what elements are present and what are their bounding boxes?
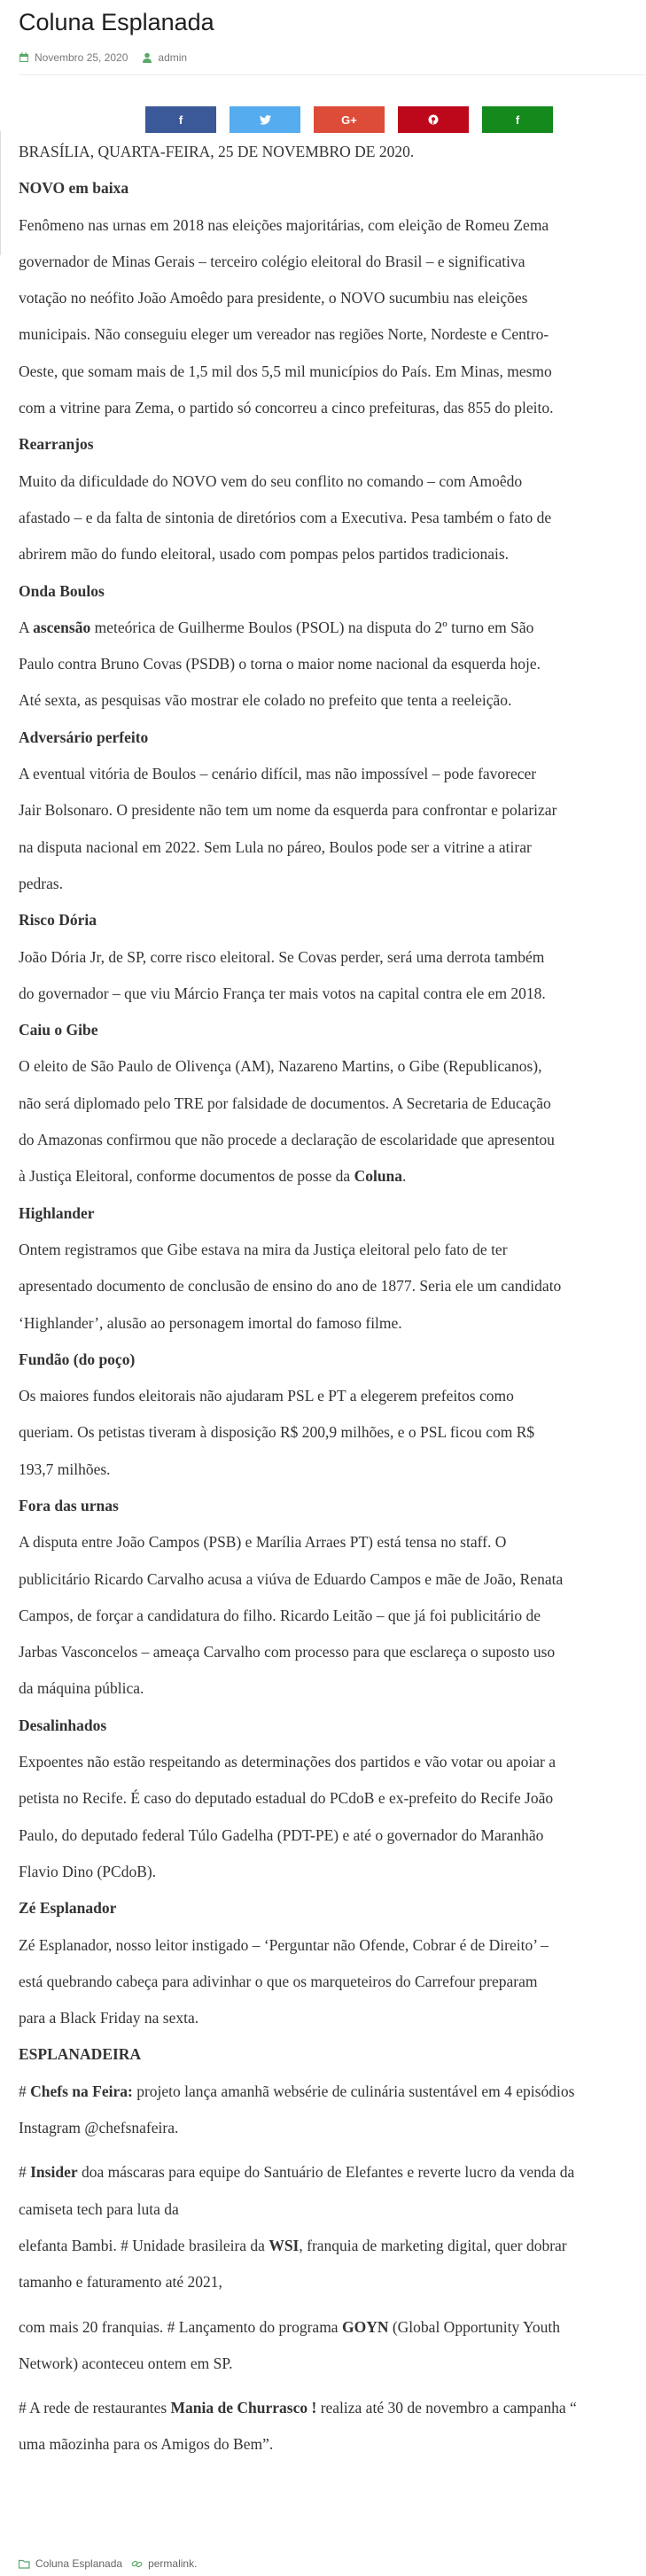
post-meta [19, 51, 187, 64]
text-line: petista no Recife. É caso do deputado estadual do PCdoB e ex-prefeito do Recife João [19, 1789, 554, 1808]
text-span: doa máscaras para equipe do Santuário de Elefantes e reverte lucro da venda da [77, 2163, 575, 2182]
text-span: (Global Opportunity Youth [388, 2317, 560, 2336]
text-line: governador de Minas Gerais – terceiro colégio eleitoral do Brasil – e significativa [19, 252, 525, 270]
text-line: publicitário Ricardo Carvalho acusa a viúva de Eduardo Campos e mãe de João, Renata [19, 1569, 564, 1588]
text-span: com mais 20 franquias. # Lançamento do programa [19, 2317, 342, 2336]
permalink-label: permalink. [148, 2557, 198, 2570]
text-line: da máquina pública. [19, 1679, 144, 1698]
pinterest-icon [428, 114, 439, 125]
text-line: Flavio Dino (PCdoB). [19, 1862, 157, 1880]
text-span: projeto lança amanhã websérie de culinária sustentável em 4 episódios [132, 2082, 575, 2100]
bold-text: WSI [269, 2236, 300, 2254]
text-line: camiseta tech para luta da [19, 2199, 179, 2218]
text-line: Muito da dificuldade do NOVO vem do seu conflito no comando – com Amoêdo [19, 471, 523, 490]
text-line: Instagram @chefsnafeira. [19, 2119, 179, 2137]
bold-text: Mania de Churrasco ! [170, 2399, 317, 2417]
section-heading: Adversário perfeito [19, 728, 149, 746]
bold-text: Insider [30, 2163, 78, 2182]
text-line: Oeste, que somam mais de 1,5 mil dos 5,5 mil municípios do País. Em Minas, mesmo [19, 362, 552, 380]
text-line: Os maiores fundos eleitorais não ajudaram PSL e PT a elegerem prefeitos como [19, 1387, 514, 1405]
bold-text: Coluna [354, 1167, 403, 1186]
text-span: # [19, 2163, 31, 2182]
post-date: Novembro 25, 2020 [35, 51, 128, 64]
text-line: votação no neófito João Amoêdo para presidente, o NOVO sucumbiu nas eleições [19, 289, 528, 307]
text-line: uma mãozinha para os Amigos do Bem”. [19, 2435, 274, 2454]
section-heading: Onda Boulos [19, 581, 105, 600]
text-line: na disputa nacional em 2022. Sem Lula no páreo, Boulos pode ser a vitrine a atirar [19, 837, 532, 856]
section-heading: Zé Esplanador [19, 1899, 117, 1918]
dateline: BRASÍLIA, QUARTA-FEIRA, 25 DE NOVEMBRO DE 2020. [19, 143, 415, 160]
text-line: queriam. Os petistas tiveram à disposição R$ 200,9 milhões, e o PSL ficou com R$ [19, 1423, 535, 1442]
text-line: municipais. Não conseguiu eleger um vereador nas regiões Norte, Nordeste e Centro- [19, 325, 549, 344]
folder-icon [19, 2559, 30, 2569]
section-heading: Desalinhados [19, 1716, 107, 1734]
section-heading: Highlander [19, 1203, 95, 1222]
text-line: Jarbas Vasconcelos – ameaça Carvalho com processo para que esclareça o suposto uso [19, 1643, 556, 1662]
text-span: # [19, 2082, 31, 2100]
text-line: Campos, de forçar a candidatura do filho. Ricardo Leitão – que já foi publicitário de [19, 1606, 541, 1624]
text-line: está quebrando cabeça para adivinhar o que os marqueteiros do Carrefour preparam [19, 1972, 538, 1990]
text-line [19, 2309, 646, 2346]
left-border [0, 131, 1, 255]
text-span: realiza até 30 de novembro a campanha “ [316, 2399, 577, 2417]
text-line: Jair Bolsonaro. O presidente não tem um nome da esquerda para confrontar e polarizar [19, 801, 557, 820]
share-google-button[interactable] [314, 106, 385, 133]
text-span: à Justiça Eleitoral, conforme documentos de posse da [19, 1167, 354, 1186]
bold-text: Chefs na Feira: [30, 2082, 133, 2100]
text-line: afastado – e da falta de sintonia de diretórios com a Executiva. Pesa também o fato de [19, 508, 552, 526]
post-date-link[interactable] [19, 51, 128, 64]
article-body [19, 134, 646, 2463]
text-span: A [19, 618, 34, 636]
text-line: com a vitrine para Zema, o partido só concorreu a cinco prefeituras, das 855 do pleito. [19, 399, 554, 417]
category-link[interactable] [19, 2557, 122, 2570]
section-heading: NOVO em baixa [19, 179, 129, 198]
text-line: 193,7 milhões. [19, 1459, 111, 1478]
facebook-icon: f [178, 113, 183, 127]
bold-text: GOYN [341, 2317, 389, 2336]
text-line: não será diplomado pelo TRE por falsidade de documentos. A Secretaria de Educação [19, 1093, 551, 1112]
text-line: do Amazonas confirmou que não procede a declaração de escolaridade que apresentou [19, 1131, 555, 1149]
text-line: Até sexta, as pesquisas vão mostrar ele colado no prefeito que tenta a reeleição. [19, 691, 512, 710]
text-line: abrirem mão do fundo eleitoral, usado com pompas pelos partidos tradicionais. [19, 545, 510, 564]
text-line: ‘Highlander’, alusão ao personagem imortal do famoso filme. [19, 1313, 402, 1332]
text-line [19, 2390, 646, 2426]
text-line [19, 2074, 646, 2110]
text-line: para a Black Friday na sexta. [19, 2009, 199, 2027]
share-more-button[interactable] [482, 106, 553, 133]
text-line: Paulo contra Bruno Covas (PSDB) o torna o maior nome nacional da esquerda hoje. [19, 655, 541, 673]
section-heading: Fundão (do poço) [19, 1350, 136, 1368]
text-span: . [402, 1167, 407, 1186]
text-line: Zé Esplanador, nosso leitor instigado – ‘Perguntar não Ofende, Cobrar é de Direito’ – [19, 1935, 549, 1954]
text-line [19, 2228, 646, 2264]
section-heading: ESPLANADEIRA [19, 2045, 142, 2064]
text-line: Paulo, do deputado federal Túlo Gadelha (PDT-PE) e até o governador do Maranhão [19, 1825, 544, 1844]
section-heading: Fora das urnas [19, 1496, 119, 1514]
section-heading: Risco Dória [19, 911, 97, 930]
text-line: Ontem registramos que Gibe estava na mira da Justiça eleitoral pelo fato de ter [19, 1240, 508, 1258]
text-span: # A rede de restaurantes [19, 2399, 171, 2417]
text-span: , franquia de marketing digital, quer dobrar [299, 2236, 567, 2254]
post-author: admin [158, 51, 188, 64]
share-pinterest-button[interactable] [398, 106, 469, 133]
post-footer [19, 2557, 197, 2570]
text-line [19, 1158, 646, 1195]
bold-text: ascensão [33, 618, 91, 636]
link-icon [131, 2559, 143, 2569]
section-heading: Caiu o Gibe [19, 1021, 98, 1039]
text-line: João Dória Jr, de SP, corre risco eleitoral. Se Covas perder, será uma derrota também [19, 947, 545, 966]
post-title: Coluna Esplanada [19, 9, 214, 35]
text-line: A eventual vitória de Boulos – cenário difícil, mas não impossível – pode favorecer [19, 765, 537, 783]
text-line [19, 610, 646, 646]
text-line [19, 2154, 646, 2191]
text-line: Fenômeno nas urnas em 2018 nas eleições majoritárias, com eleição de Romeu Zema [19, 215, 549, 234]
text-span: meteórica de Guilherme Boulos (PSOL) na disputa do 2º turno em São [90, 618, 534, 636]
category-label: Coluna Esplanada [35, 2557, 123, 2570]
google-plus-icon: G+ [341, 113, 357, 127]
text-line: A disputa entre João Campos (PSB) e Marília Arraes PT) está tensa no staff. O [19, 1533, 507, 1552]
calendar-icon [19, 52, 29, 63]
section-heading: Rearranjos [19, 435, 94, 454]
text-line: O eleito de São Paulo de Olivença (AM), Nazareno Martins, o Gibe (Republicanos), [19, 1057, 542, 1076]
sharethis-icon: f [515, 113, 520, 127]
twitter-icon [260, 115, 271, 125]
post-author-link[interactable] [142, 51, 187, 64]
permalink-link[interactable] [131, 2557, 197, 2570]
share-twitter-button[interactable] [230, 106, 300, 133]
meta-divider [19, 74, 646, 75]
user-icon [142, 52, 152, 63]
share-facebook-button[interactable] [145, 106, 216, 133]
text-line: Expoentes não estão respeitando as determinações dos partidos e vão votar ou apoiar a [19, 1753, 556, 1771]
text-line: do governador – que viu Márcio França ter mais votos na capital contra ele em 2018. [19, 984, 546, 1002]
text-line: tamanho e faturamento até 2021, [19, 2273, 222, 2292]
text-line: apresentado documento de conclusão de ensino do ano de 1877. Seria ele um candidato [19, 1277, 562, 1296]
text-line: Network) aconteceu ontem em SP. [19, 2354, 233, 2372]
text-span: elefanta Bambi. # Unidade brasileira da [19, 2236, 269, 2254]
text-line: pedras. [19, 874, 64, 892]
